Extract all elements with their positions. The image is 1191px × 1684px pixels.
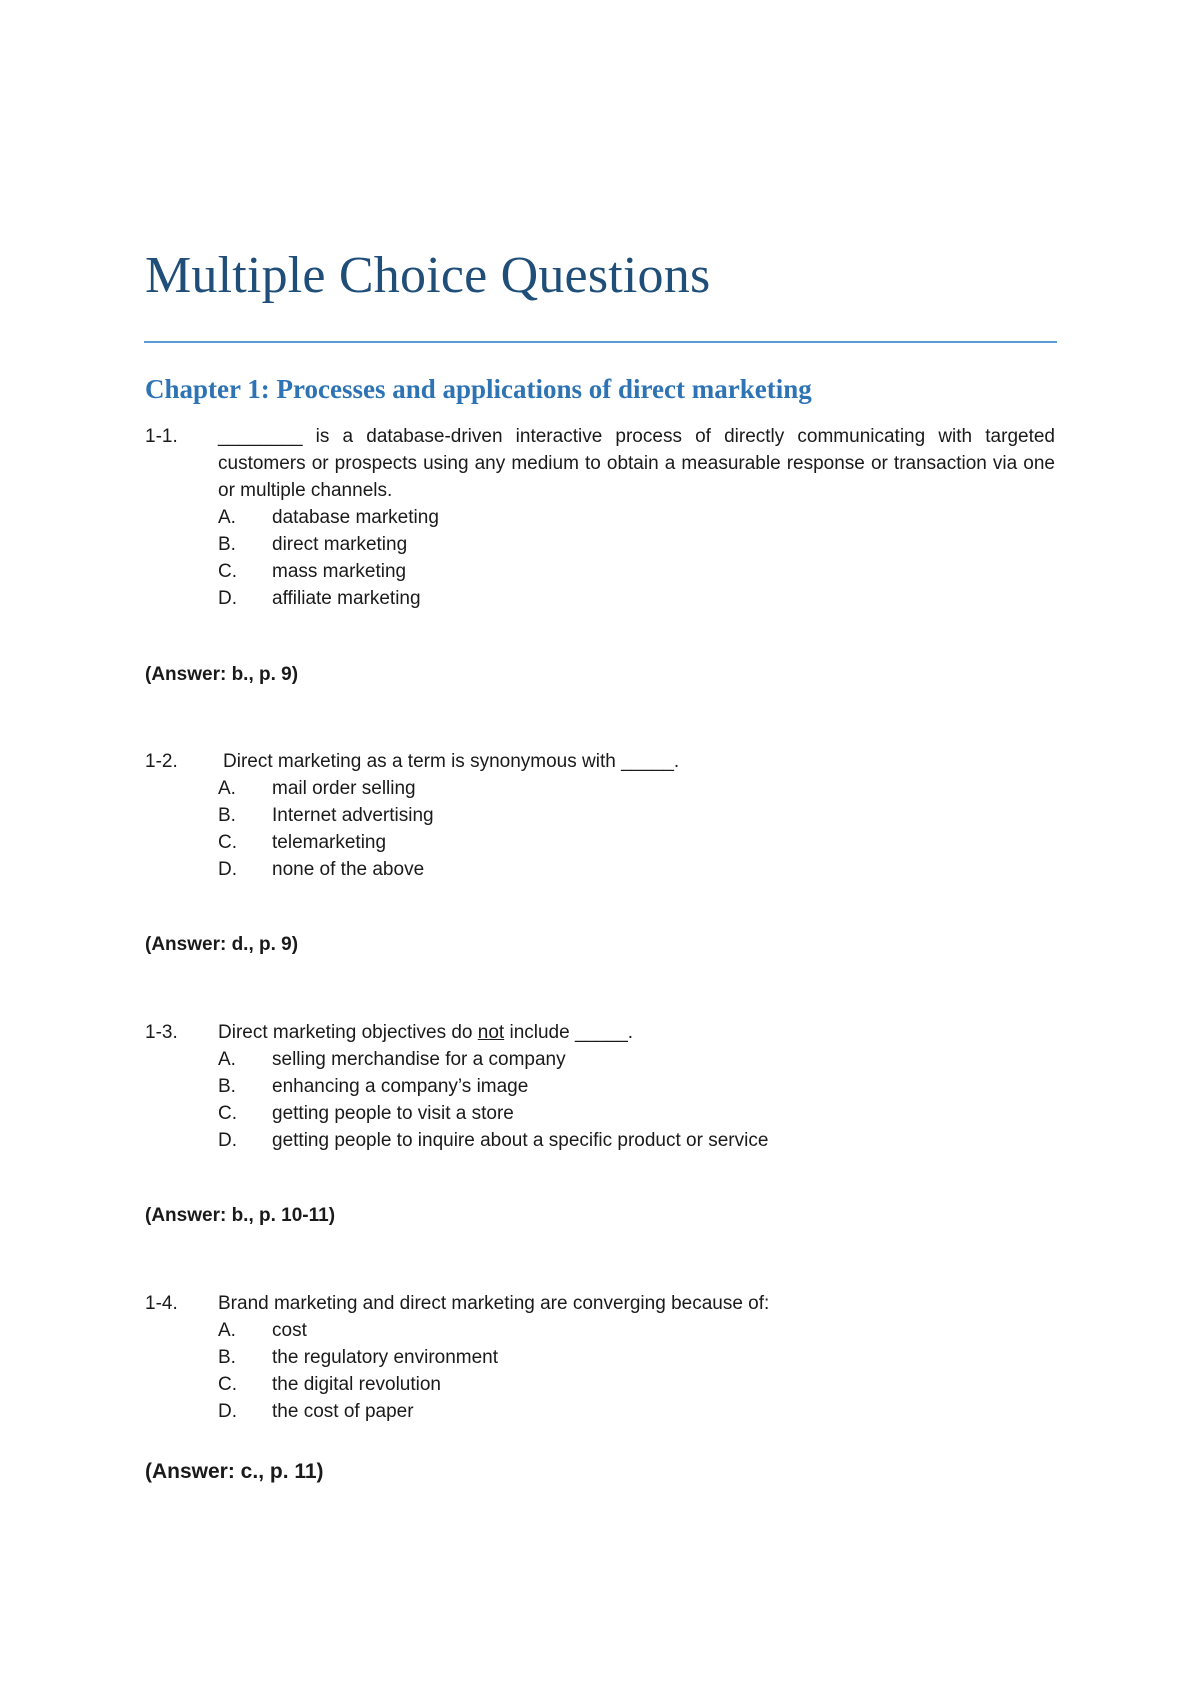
option-c xyxy=(145,829,1055,856)
option-d xyxy=(145,1398,1055,1425)
option-text: Internet advertising xyxy=(272,805,434,826)
page-title: Multiple Choice Questions xyxy=(145,247,711,304)
option-letter: D. xyxy=(218,859,237,880)
option-text: mail order selling xyxy=(272,778,416,799)
option-letter: A. xyxy=(218,1320,236,1341)
option-c xyxy=(145,1371,1055,1398)
question-1-4 xyxy=(145,1290,1055,1425)
question-text: Direct marketing as a term is synonymous with _____. xyxy=(223,751,680,772)
question-text-emphasis: not xyxy=(477,1022,505,1043)
answer-1-3: (Answer: b., p. 10-11) xyxy=(145,1205,336,1226)
option-letter: B. xyxy=(218,534,236,555)
question-1-3 xyxy=(145,1019,1055,1154)
option-letter: A. xyxy=(218,778,236,799)
option-text: mass marketing xyxy=(272,561,407,582)
option-letter: B. xyxy=(218,805,236,826)
option-c xyxy=(145,1100,1055,1127)
option-text: affiliate marketing xyxy=(272,588,421,609)
option-letter: A. xyxy=(218,507,236,528)
option-text: none of the above xyxy=(272,859,425,880)
option-a xyxy=(145,1317,1055,1344)
option-text: telemarketing xyxy=(272,832,387,853)
option-b xyxy=(145,1073,1055,1100)
question-text: Brand marketing and direct marketing are converging because of: xyxy=(218,1293,770,1314)
option-letter: B. xyxy=(218,1076,236,1097)
option-text: getting people to visit a store xyxy=(272,1103,514,1124)
option-text: database marketing xyxy=(272,507,439,528)
option-a xyxy=(145,1046,1055,1073)
option-text: direct marketing xyxy=(272,534,408,555)
option-a xyxy=(145,504,1055,531)
option-text: selling merchandise for a company xyxy=(272,1049,566,1070)
question-text-end: include _____. xyxy=(504,1022,634,1043)
option-b xyxy=(145,802,1055,829)
question-number: 1-2. xyxy=(145,751,178,772)
question-number: 1-3. xyxy=(145,1022,178,1043)
option-letter: C. xyxy=(218,1374,237,1395)
question-text xyxy=(218,1019,1055,1046)
option-text: enhancing a company’s image xyxy=(272,1076,529,1097)
option-b xyxy=(145,531,1055,558)
option-letter: D. xyxy=(218,1130,237,1151)
question-1-1 xyxy=(145,423,1055,612)
option-d xyxy=(145,585,1055,612)
option-a xyxy=(145,775,1055,802)
option-letter: A. xyxy=(218,1049,236,1070)
answer-1-4: (Answer: c., p. 11) xyxy=(145,1460,324,1483)
option-letter: B. xyxy=(218,1347,236,1368)
option-b xyxy=(145,1344,1055,1371)
option-letter: D. xyxy=(218,1401,237,1422)
option-letter: D. xyxy=(218,588,237,609)
option-text: getting people to inquire about a specific product or service xyxy=(272,1130,769,1151)
title-underline-rule xyxy=(144,341,1057,343)
option-letter: C. xyxy=(218,561,237,582)
option-text: the digital revolution xyxy=(272,1374,441,1395)
option-text: cost xyxy=(272,1320,307,1341)
option-d xyxy=(145,1127,1055,1154)
question-number: 1-1. xyxy=(145,426,178,447)
answer-1-1: (Answer: b., p. 9) xyxy=(145,664,299,685)
question-text-start: Direct marketing objectives do xyxy=(218,1022,478,1043)
chapter-heading: Chapter 1: Processes and applications of direct marketing xyxy=(145,374,812,404)
option-text: the cost of paper xyxy=(272,1401,414,1422)
option-letter: C. xyxy=(218,1103,237,1124)
option-text: the regulatory environment xyxy=(272,1347,499,1368)
answer-1-2: (Answer: d., p. 9) xyxy=(145,934,299,955)
option-d xyxy=(145,856,1055,883)
option-c xyxy=(145,558,1055,585)
question-text: ________ is a database-driven interactive process of directly communicating with targeted customers or prospects using any medium to obtain a measurable response or transaction via one or multiple channels. xyxy=(218,426,1055,501)
question-1-2 xyxy=(145,748,1055,883)
option-letter: C. xyxy=(218,832,237,853)
question-number: 1-4. xyxy=(145,1293,178,1314)
